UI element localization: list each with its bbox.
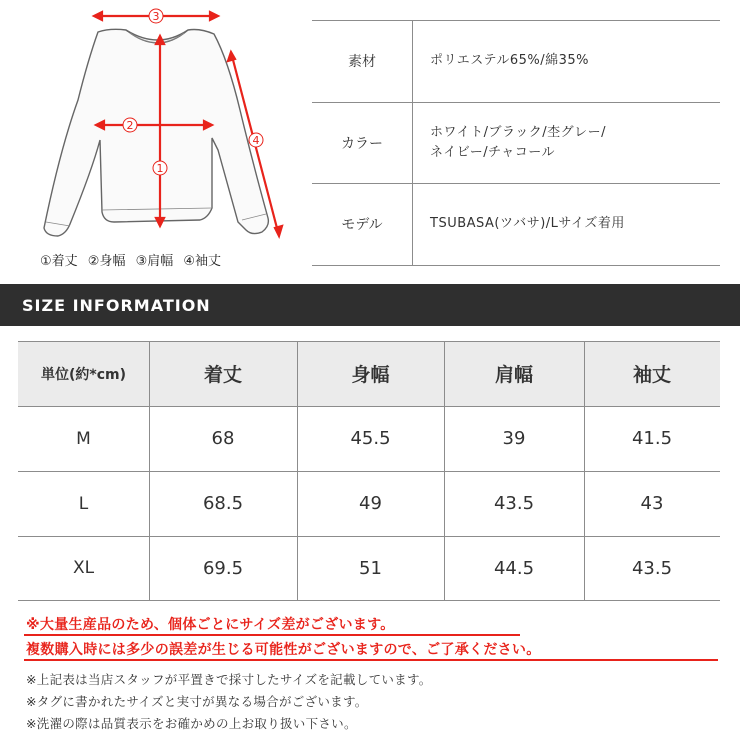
spec-label: モデル (341, 217, 383, 233)
table-cell: 43 (640, 493, 664, 514)
note-red-2: 複数購入時には多少の誤差が生じる可能性がございますので、ご了承ください。 (26, 642, 541, 658)
table-cell: 41.5 (631, 428, 673, 449)
marker-2: 2 (126, 119, 134, 132)
table-cell: 69.5 (202, 557, 244, 579)
spec-value-line: ネイビー/チャコール (430, 144, 555, 160)
arrowhead (228, 52, 235, 61)
spec-value (430, 51, 589, 71)
banner-title: SIZE INFORMATION (22, 296, 211, 315)
spec-value (430, 123, 606, 163)
arrowhead (210, 12, 218, 20)
table-cell: 44.5 (493, 557, 535, 579)
size-table (18, 341, 720, 601)
table-cell: 45.5 (350, 428, 391, 449)
note-black-1: ※上記表は当店スタッフが平置きで採寸したサイズを記載しています。 (26, 672, 432, 687)
marker-4: 4 (252, 134, 260, 147)
table-cell: 43.5 (493, 493, 535, 514)
size-label-l: L (78, 493, 89, 514)
column-header-body-width: 身幅 (351, 364, 390, 386)
table-cell: 68 (211, 428, 235, 449)
spec-row-material (312, 20, 720, 102)
size-label-m: M (76, 428, 91, 449)
size-label-xl: XL (72, 558, 95, 578)
marker-3: 3 (152, 10, 160, 23)
column-header-sleeve-length: 袖丈 (632, 364, 671, 386)
table-cell: 39 (502, 428, 526, 449)
spec-label: カラー (341, 135, 383, 152)
table-cell: 49 (359, 493, 382, 514)
spec-row-color (312, 102, 720, 183)
note-red-1: ※大量生産品のため、個体ごとにサイズ差がございます。 (26, 617, 395, 633)
table-cell: 43.5 (631, 557, 673, 579)
arrowhead (156, 218, 164, 226)
table-cell: 68.5 (202, 493, 244, 514)
spec-table (312, 20, 720, 266)
note-black-3: ※洗濯の際は品質表示をお確かめの上お取り扱い下さい。 (26, 716, 357, 731)
column-header-body-length: 着丈 (203, 364, 242, 386)
legend-item-body-width: ②身幅 (87, 254, 126, 269)
note-underline (24, 659, 718, 661)
legend-item-sleeve-length: ④袖丈 (183, 254, 222, 269)
spec-value-line: TSUBASA(ツバサ)/Lサイズ着用 (430, 216, 625, 231)
marker-1: 1 (156, 162, 164, 175)
spec-value-line: ポリエステル65%/綿35% (430, 53, 589, 68)
spec-value-line: ホワイト/ブラック/杢グレー/ (430, 124, 606, 140)
legend-item-shoulder-width: ③肩幅 (135, 254, 174, 269)
sweatshirt-outline (44, 29, 268, 236)
note-black-2: ※タグに書かれたサイズと実寸が異なる場合がございます。 (26, 694, 368, 709)
arrowhead (94, 12, 102, 20)
column-header-shoulder-width: 肩幅 (494, 364, 533, 386)
table-rule (18, 600, 720, 601)
table-cell: 51 (359, 557, 382, 579)
spec-row-model (312, 183, 720, 265)
arrowhead (275, 226, 282, 236)
arrowhead (156, 36, 164, 44)
spec-label: 素材 (348, 54, 376, 70)
unit-header: 単位(約*cm) (40, 366, 126, 383)
measurement-legend (40, 250, 280, 269)
note-underline (24, 634, 520, 636)
spec-divider (312, 265, 720, 266)
legend-item-body-length: ①着丈 (40, 254, 78, 269)
spec-value (430, 214, 625, 234)
garment-diagram (0, 0, 300, 280)
